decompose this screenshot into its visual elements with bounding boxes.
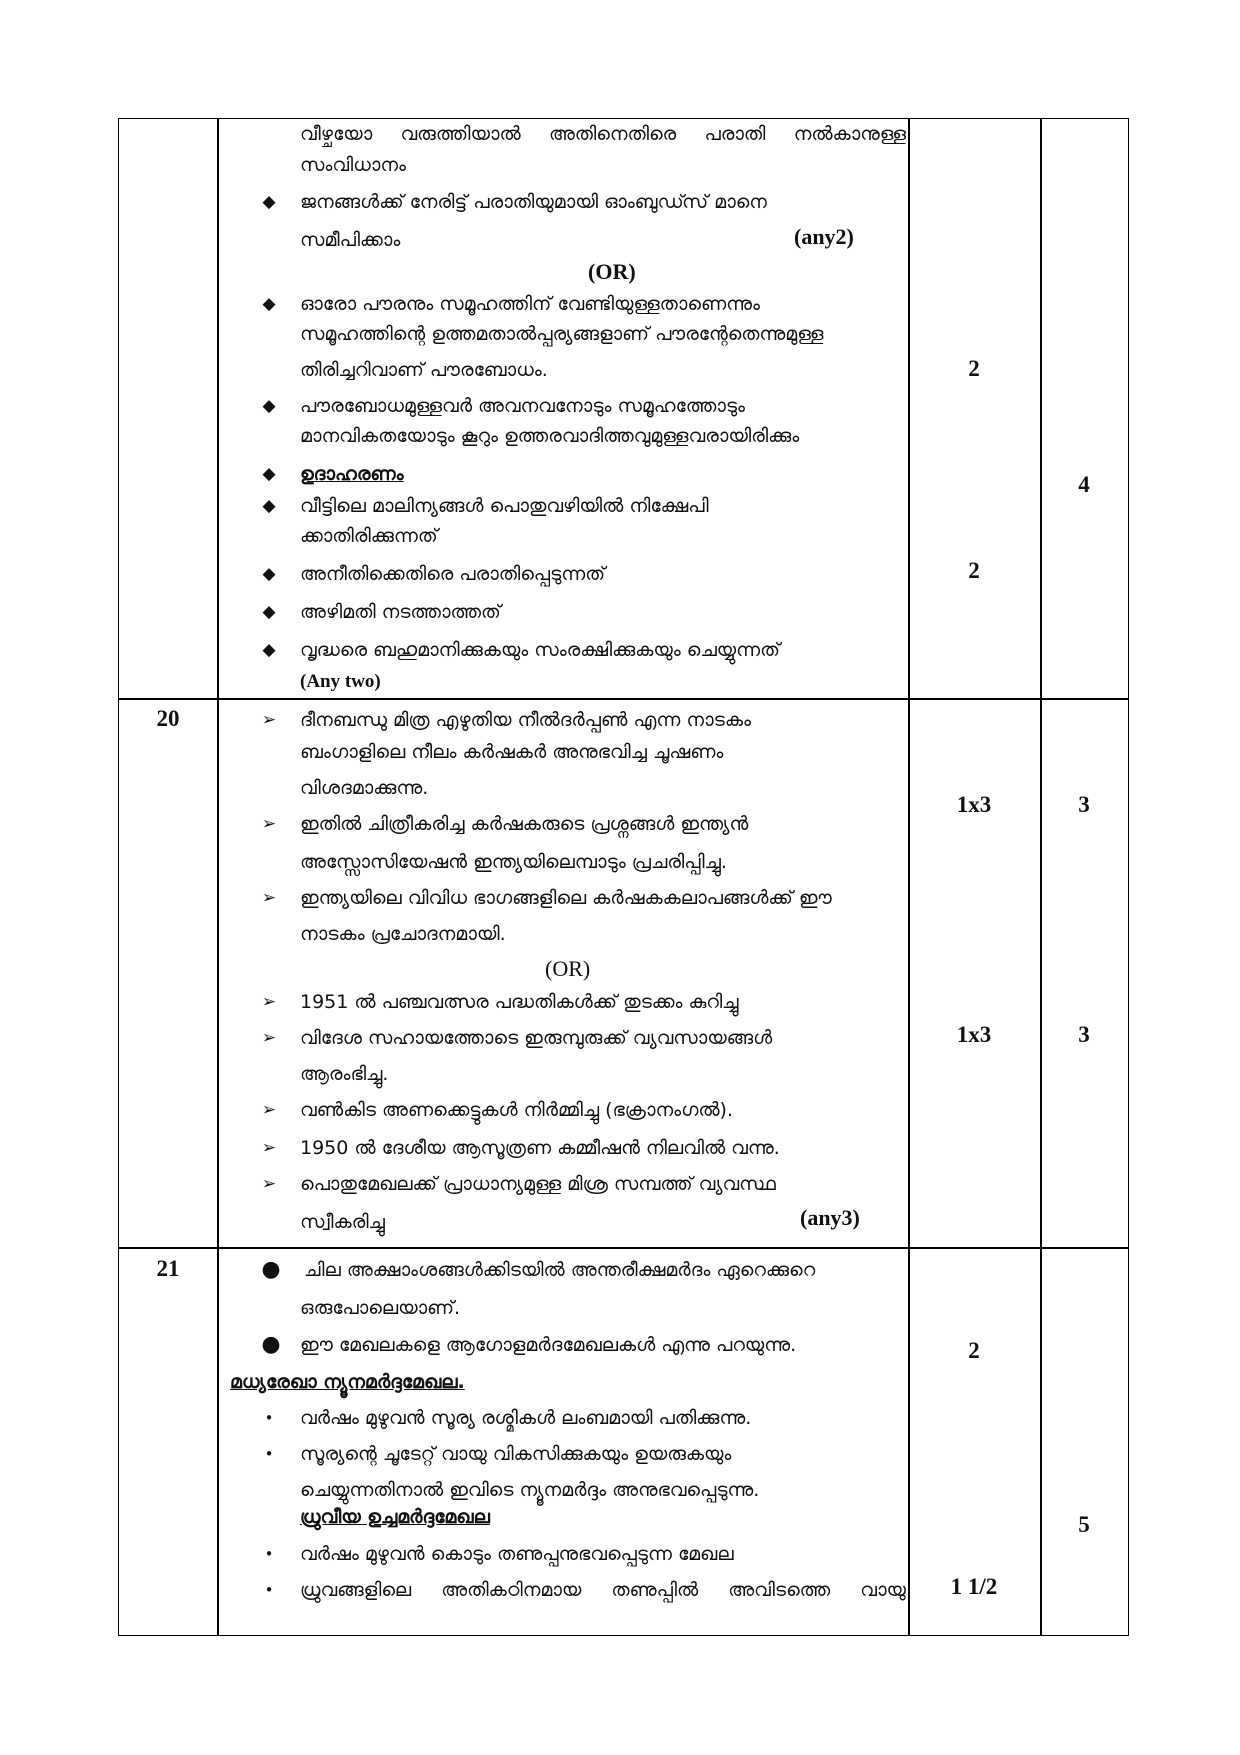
bullet-icon: •: [264, 1581, 274, 1599]
q21-c-line-1: വർഷം മുഴുവൻ കൊടും തണുപ്പനുഭവപ്പെടുന്ന മേഖല: [300, 1543, 734, 1565]
arrow-bullet-icon: ➢: [261, 888, 277, 908]
q19-b-line-3: തിരിച്ചറിവാണ് പൗരബോധം.: [300, 359, 548, 381]
q21-total-mark: 5: [1078, 1512, 1090, 1537]
q19-b-line-11: വൃദ്ധരെ ബഹുമാനിക്കുകയും സംരക്ഷിക്കുകയും ചെയ്യുന്നത്: [300, 639, 780, 661]
q21-mark-1: 2: [968, 1338, 980, 1363]
q21-c-line-2: ധ്രുവങ്ങളിലെ അതികഠിനമായ തണുപ്പിൽ അവിടത്തെ വായു: [300, 1579, 906, 1601]
diamond-bullet-icon: ◆: [262, 564, 276, 584]
q21-heading-polar: ധ്രുവീയ ഉച്ചമർദ്ദമേഖല: [300, 1506, 490, 1528]
q19-line-2: സംവിധാനം: [300, 154, 406, 176]
q20-b-line-4: വൺകിട അണക്കെട്ടുകൾ നിർമ്മിച്ചു (ഭക്രാനംഗൽ).: [300, 1099, 733, 1121]
q19-line-3: ജനങ്ങൾക്ക് നേരിട്ട് പരാതിയുമായി ഓംബുഡ്സ് മാനെ: [300, 191, 767, 213]
q19-any-two: (Any two): [300, 671, 381, 692]
q20-b-line-3: ആരംഭിച്ചു.: [300, 1063, 389, 1085]
row-divider-2: [118, 1247, 1129, 1249]
arrow-bullet-icon: ➢: [261, 710, 277, 730]
circle-bullet-icon: ●: [261, 1332, 281, 1357]
arrow-bullet-icon: ➢: [261, 1138, 277, 1158]
col-divider-3: [1040, 118, 1042, 1636]
q19-mark-1: 2: [968, 356, 980, 381]
circle-bullet-icon: ●: [261, 1257, 281, 1282]
q19-b-line-5: മാനവികതയോടും കൂറും ഉത്തരവാദിത്തവുമുള്ളവരായിരിക്കും: [300, 425, 800, 447]
arrow-bullet-icon: ➢: [261, 1028, 277, 1048]
q19-line-1: വീഴ്ചയോ വരുത്തിയാൽ അതിനെതിരെ പരാതി നൽകാനുള്ള: [300, 123, 906, 145]
q20-line-6: ഇന്ത്യയിലെ വിവിധ ഭാഗങ്ങളിലെ കർഷകകലാപങ്ങൾക്ക് ഈ: [300, 887, 832, 909]
q21-mark-2: 1 1/2: [950, 1574, 998, 1599]
q19-mark-2: 2: [968, 558, 980, 583]
col-divider-1: [217, 118, 219, 1636]
diamond-bullet-icon: ◆: [262, 294, 276, 314]
diamond-bullet-icon: ◆: [262, 496, 276, 516]
col-divider-2: [908, 118, 910, 1636]
q20-total-1: 3: [1078, 792, 1090, 817]
q19-any2: (any2): [794, 224, 854, 249]
q21-b-line-2: സൂര്യന്റെ ചൂടേറ്റ് വായു വികസിക്കുകയും ഉയരുകയും: [300, 1443, 732, 1465]
q19-line-4: സമീപിക്കാം: [300, 229, 401, 251]
q20-or: (OR): [545, 956, 591, 981]
q19-b-line-4: പൗരബോധമുള്ളവർ അവനവനോടും സമൂഹത്തോടും: [300, 395, 745, 417]
q20-line-4: ഇതിൽ ചിത്രീകരിച്ച കർഷകരുടെ പ്രശ്നങ്ങൾ ഇന്ത്യൻ: [300, 813, 749, 835]
q20-line-7: നാടകം പ്രചോദനമായി.: [300, 923, 506, 945]
q20-b-line-1: 1951 ൽ പഞ്ചവത്സര പദ്ധതികൾക്ക് തുടക്കം കുറിച്ചു: [300, 991, 739, 1013]
arrow-bullet-icon: ➢: [261, 1174, 277, 1194]
q19-or: (OR): [588, 259, 636, 284]
arrow-bullet-icon: ➢: [261, 1100, 277, 1120]
q21-b-line-1: വർഷം മുഴുവൻ സൂര്യ രശ്മികൾ ലംബമായി പതിക്കുന്നു.: [300, 1407, 752, 1429]
q20-b-line-6: പൊതുമേഖലക്ക് പ്രാധാന്യമുള്ള മിശ്ര സമ്പത്ത് വ്യവസ്ഥ: [300, 1173, 776, 1195]
row-divider-1: [118, 698, 1129, 700]
q21-number: 21: [156, 1256, 180, 1281]
q20-number: 20: [156, 706, 180, 731]
q20-mark-2: 1x3: [956, 1022, 992, 1047]
q19-total-mark: 4: [1078, 472, 1090, 497]
q21-line-1: ചില അക്ഷാംശങ്ങൾക്കിടയിൽ അന്തരീക്ഷമർദം ഏറെക്കുറെ: [304, 1259, 816, 1281]
arrow-bullet-icon: ➢: [261, 814, 277, 834]
diamond-bullet-icon: ◆: [262, 640, 276, 660]
q20-line-1: ദീനബന്ധു മിത്ര എഴുതിയ നീൽദർപ്പൺ എന്ന നാടകം: [300, 709, 751, 731]
bullet-icon: •: [264, 1545, 274, 1563]
bullet-icon: •: [264, 1409, 274, 1427]
q21-line-2: ഒരുപോലെയാണ്.: [300, 1297, 461, 1319]
q19-b-line-2: സമൂഹത്തിന്റെ ഉത്തമതാൽപ്പര്യങ്ങളാണ് പൗരന്റേതെന്നുമുള്ള: [300, 323, 824, 345]
diamond-bullet-icon: ◆: [262, 396, 276, 416]
diamond-bullet-icon: ◆: [262, 192, 276, 212]
q19-b-line-8: ക്കാതിരിക്കുന്നത്: [300, 525, 438, 547]
q20-b-line-2: വിദേശ സഹായത്തോടെ ഇരുമ്പുരുക്ക് വ്യവസായങ്ങൾ: [300, 1027, 773, 1049]
bullet-icon: •: [264, 1445, 274, 1463]
q19-b-line-1: ഓരോ പൗരനും സമൂഹത്തിന് വേണ്ടിയുള്ളതാണെന്നും: [300, 293, 760, 315]
q21-b-line-3: ചെയ്യുന്നതിനാൽ ഇവിടെ ന്യൂനമർദ്ദം അനുഭവപ്പെടുന്നു.: [300, 1479, 760, 1501]
q19-example-heading: ഉദാഹരണം: [300, 463, 404, 485]
q20-line-5: അസ്സോസിയേഷൻ ഇന്ത്യയിലെമ്പാടും പ്രചരിപ്പിച്ചു.: [300, 851, 727, 873]
q20-b-line-7: സ്വീകരിച്ചു: [300, 1211, 385, 1233]
diamond-bullet-icon: ◆: [262, 464, 276, 484]
q20-mark-1: 1x3: [956, 792, 992, 817]
q21-heading-equatorial: മധ്യരേഖാ ന്യൂനമർദ്ദമേഖല.: [230, 1371, 465, 1393]
arrow-bullet-icon: ➢: [261, 992, 277, 1012]
q19-b-line-9: അനീതിക്കെതിരെ പരാതിപ്പെടുന്നത്: [300, 563, 606, 585]
q20-line-2: ബംഗാളിലെ നീലം കർഷകർ അനുഭവിച്ച ചൂഷണം: [300, 741, 724, 763]
q19-b-line-10: അഴിമതി നടത്താത്തത്: [300, 601, 501, 623]
q19-b-line-7: വീട്ടിലെ മാലിന്യങ്ങൾ പൊതുവഴിയിൽ നിക്ഷേപി: [300, 495, 709, 517]
q20-any3: (any3): [800, 1205, 860, 1230]
q20-line-3: വിശദമാക്കുന്നു.: [300, 777, 429, 799]
q20-b-line-5: 1950 ൽ ദേശീയ ആസൂത്രണ കമ്മീഷൻ നിലവിൽ വന്നു.: [300, 1137, 780, 1159]
diamond-bullet-icon: ◆: [262, 602, 276, 622]
q20-total-2: 3: [1078, 1022, 1090, 1047]
q21-line-3: ഈ മേഖലകളെ ആഗോളമർദമേഖലകൾ എന്നു പറയുന്നു.: [300, 1334, 797, 1356]
